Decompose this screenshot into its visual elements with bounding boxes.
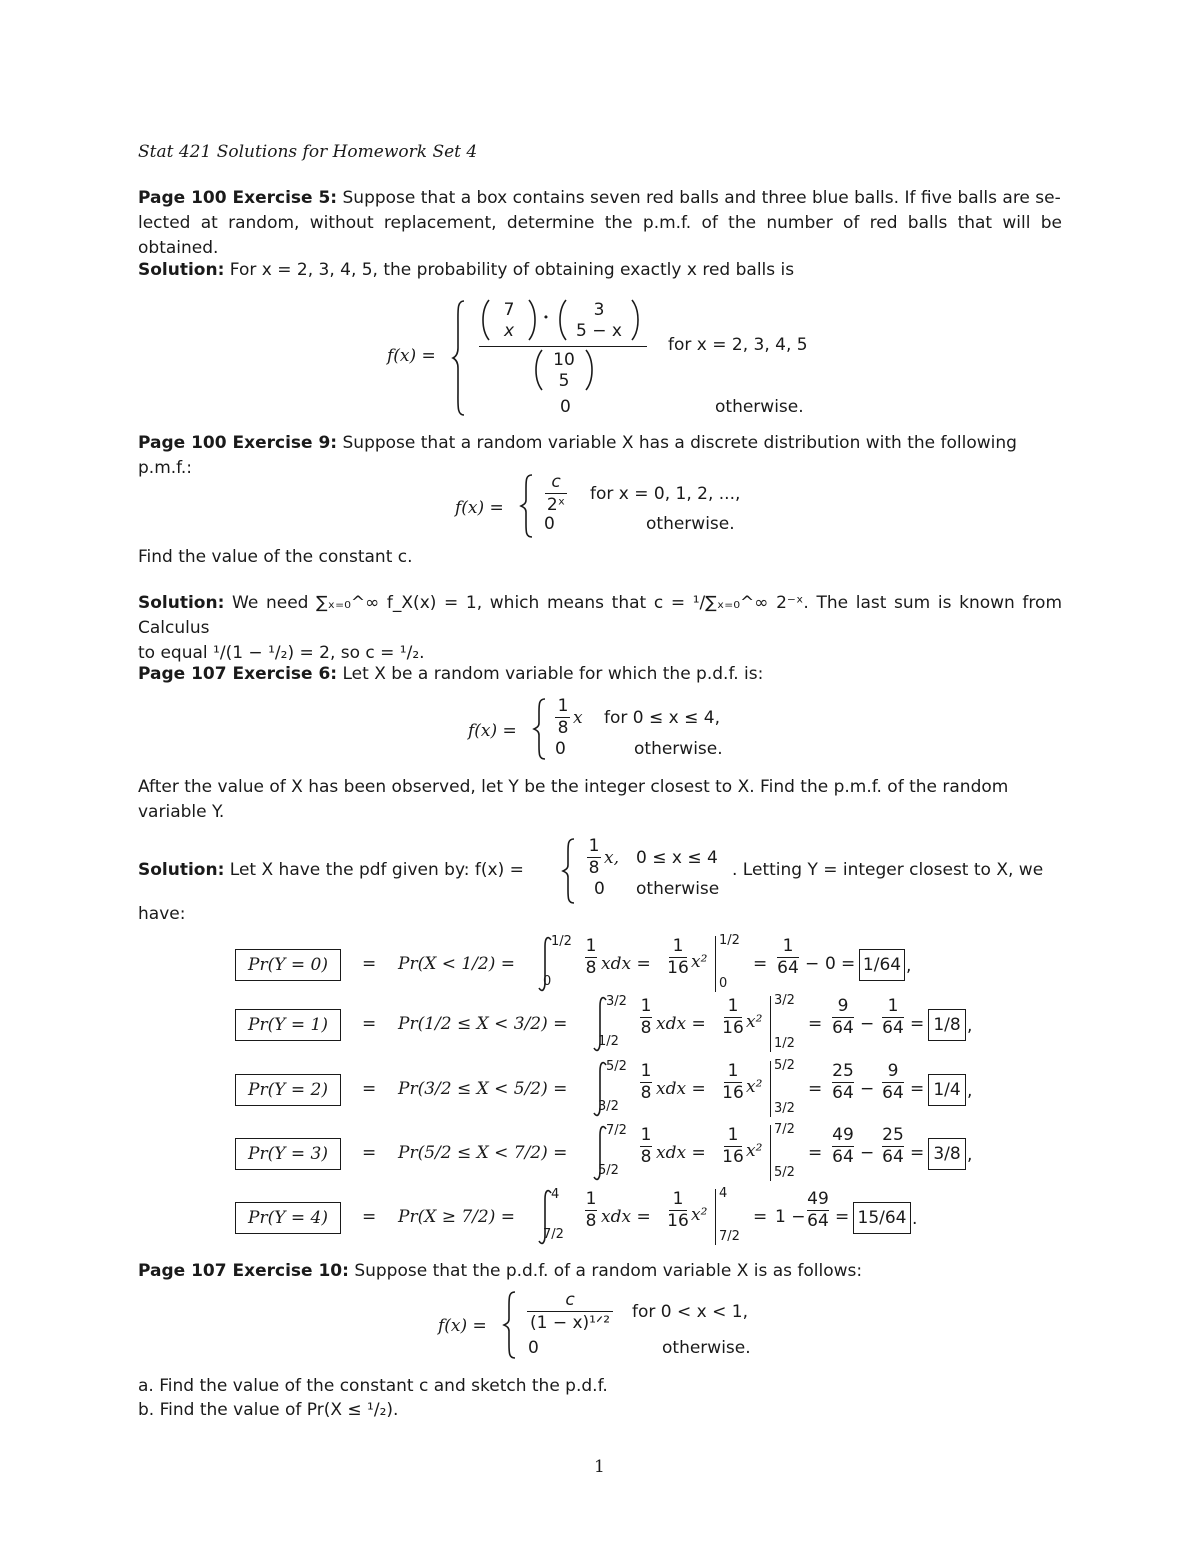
- ex10-label: Page 107 Exercise 10:: [138, 1261, 349, 1281]
- ex5-dot: ·: [543, 308, 549, 328]
- ex6-cond1: for 0 ≤ x ≤ 4,: [604, 708, 720, 728]
- result-term-2-num: 25: [882, 1125, 904, 1145]
- row-equals-2: =: [808, 1143, 823, 1163]
- result-box: 1/4: [928, 1074, 966, 1106]
- row-minus: −: [860, 1079, 875, 1099]
- page-title: Stat 421 Solutions for Homework Set 4: [138, 142, 478, 162]
- ex5-left-brace: [452, 300, 466, 416]
- ex10-fx: f(x) =: [438, 1316, 487, 1336]
- row-minus: −: [860, 1014, 875, 1034]
- result-box: 3/8: [928, 1138, 966, 1170]
- ex6-cond2: otherwise.: [634, 739, 723, 759]
- ex6-solution-have: have:: [138, 904, 186, 924]
- row-equals: =: [362, 1207, 377, 1227]
- row-equals: =: [362, 954, 377, 974]
- ex9-cond2: otherwise.: [646, 514, 735, 534]
- integrand-coef-den: 8: [585, 1211, 597, 1231]
- row-equals-2: =: [753, 1207, 768, 1227]
- ex10-fraction-line: [527, 1311, 613, 1312]
- ex5-cond1: for x = 2, 3, 4, 5: [668, 335, 808, 355]
- evaluation-upper: 7/2: [774, 1122, 795, 1137]
- row-equals-3: =: [910, 1143, 925, 1163]
- result-term-2-den: 64: [882, 1147, 904, 1167]
- ex9-solution-label: Solution:: [138, 593, 225, 613]
- ex6-after: [138, 775, 1062, 825]
- ex10-den: (1 − x)¹ᐟ²: [529, 1313, 611, 1333]
- row-equals: =: [362, 1014, 377, 1034]
- result-term-1-num: 49: [807, 1189, 829, 1209]
- ex9-cond1: for x = 0, 1, 2, ...,: [590, 484, 741, 504]
- evaluation-bar: [715, 936, 716, 992]
- integrand: xdx =: [601, 954, 651, 974]
- result-term-1-num: 1: [782, 936, 794, 956]
- antiderivative: x²: [691, 952, 708, 972]
- row-probability: Pr(X ≥ 7/2) =: [398, 1207, 515, 1227]
- evaluation-lower: 3/2: [774, 1101, 795, 1116]
- row-equals: =: [362, 1079, 377, 1099]
- evaluation-bar: [715, 1189, 716, 1245]
- ex10-cond2: otherwise.: [662, 1338, 751, 1358]
- ex6-solution-var: x,: [604, 848, 619, 868]
- ex10-left-brace: [503, 1291, 517, 1359]
- antiderivative-coef-den: 16: [722, 1147, 744, 1167]
- ex6-after-line1: After the value of X has been observed, let Y be the integer closest to X. Find the p.m.f. of the random: [138, 777, 1009, 797]
- evaluation-bar: [770, 1125, 771, 1181]
- ex6-num: 1: [557, 696, 569, 716]
- evaluation-upper: 4: [719, 1186, 728, 1201]
- ex6-label: Page 107 Exercise 6:: [138, 664, 338, 684]
- row-lhs-box: Pr(Y = 3): [235, 1138, 341, 1170]
- integral-lower: 1/2: [598, 1034, 619, 1049]
- result-term-1-num: 25: [832, 1061, 854, 1081]
- ex5-binom3-bot: 5: [558, 371, 570, 391]
- integral-upper: 1/2: [551, 934, 572, 949]
- integrand-coef-num: 1: [585, 1189, 597, 1209]
- ex5-binom1-top: 7: [503, 300, 515, 320]
- row-probability: Pr(X < 1/2) =: [398, 954, 515, 974]
- ex9-zero: 0: [544, 514, 555, 534]
- antiderivative-coef-num: 1: [727, 996, 739, 1016]
- antiderivative-coef-num: 1: [727, 1061, 739, 1081]
- evaluation-lower: 1/2: [774, 1036, 795, 1051]
- ex5-fraction-line: [479, 346, 647, 347]
- row-lhs-box: Pr(Y = 4): [235, 1202, 341, 1234]
- result-term-1-num: 49: [832, 1125, 854, 1145]
- ex6-left-brace: [533, 698, 547, 760]
- row-equals-3: =: [910, 1079, 925, 1099]
- ex5-prompt-line2: lected at random, without replacement, determine the p.m.f. of the number of red balls that will be obtained.: [138, 213, 1062, 258]
- result-box: 1/8: [928, 1009, 966, 1041]
- ex5-cond2: otherwise.: [715, 397, 804, 417]
- result-term-1-den: 64: [777, 958, 799, 978]
- ex6-den: 8: [557, 718, 569, 738]
- ex10-cond1: for 0 < x < 1,: [632, 1302, 748, 1322]
- ex5-prompt-line1: Suppose that a box contains seven red balls and three blue balls. If five balls are se-: [342, 188, 1061, 208]
- ex5-fx: f(x) =: [387, 346, 436, 366]
- ex5-binom2-bot: 5 − x: [576, 321, 622, 341]
- row-tail: ,: [967, 1081, 973, 1101]
- result-term-2-den: 64: [882, 1018, 904, 1038]
- ex9-solution: [138, 591, 1062, 666]
- ex5-solution-label: Solution:: [138, 260, 225, 280]
- ex6-solution-brace: [562, 838, 576, 904]
- antiderivative: x²: [691, 1205, 708, 1225]
- integral-lower: 5/2: [598, 1163, 619, 1178]
- ex10-part-a: a. Find the value of the constant c and sketch the p.d.f.: [138, 1376, 608, 1396]
- evaluation-upper: 3/2: [774, 993, 795, 1008]
- integral-lower: 7/2: [543, 1227, 564, 1242]
- row-tail: .: [912, 1209, 918, 1229]
- antiderivative: x²: [746, 1077, 763, 1097]
- ex5-zero: 0: [560, 397, 571, 417]
- ex6-prompt: [138, 662, 1062, 687]
- integrand-coef-num: 1: [640, 1061, 652, 1081]
- row-probability: Pr(3/2 ≤ X < 5/2) =: [398, 1079, 568, 1099]
- ex9-fraction-line: [545, 493, 567, 494]
- ex5-binom3-top: 10: [553, 350, 575, 370]
- row-minus: −: [805, 954, 820, 974]
- row-equals-2: =: [808, 1079, 823, 1099]
- row-equals-2: =: [753, 954, 768, 974]
- result-term-2-den: 64: [882, 1083, 904, 1103]
- integrand: xdx =: [601, 1207, 651, 1227]
- ex9-prompt-line2: p.m.f.:: [138, 458, 193, 478]
- ex10-num: c: [565, 1290, 575, 1310]
- ex9-den: 2ˣ: [546, 495, 566, 515]
- ex9-find: Find the value of the constant c.: [138, 547, 413, 567]
- integrand-coef-den: 8: [640, 1083, 652, 1103]
- ex9-solution-line2: to equal ¹/(1 − ¹/₂) = 2, so c = ¹/₂.: [138, 643, 425, 663]
- antiderivative-coef-den: 16: [722, 1083, 744, 1103]
- ex6-after-line2: variable Y.: [138, 802, 225, 822]
- ex6-solution-cond1: 0 ≤ x ≤ 4: [636, 848, 718, 868]
- row-equals-2: =: [808, 1014, 823, 1034]
- result-term-1-num: 9: [837, 996, 849, 1016]
- ex10-zero: 0: [528, 1338, 539, 1358]
- integral-lower: 3/2: [598, 1099, 619, 1114]
- result-term-2-num: 1: [887, 996, 899, 1016]
- evaluation-upper: 5/2: [774, 1058, 795, 1073]
- row-lhs-box: Pr(Y = 1): [235, 1009, 341, 1041]
- antiderivative-coef-num: 1: [672, 1189, 684, 1209]
- integrand: xdx =: [656, 1143, 706, 1163]
- integrand-coef-num: 1: [585, 936, 597, 956]
- ex5-binom2-top: 3: [593, 300, 605, 320]
- row-tail: ,: [906, 956, 912, 976]
- row-one-minus: 1 −: [775, 1207, 806, 1227]
- integrand: xdx =: [656, 1014, 706, 1034]
- result-term-1-den: 64: [807, 1211, 829, 1231]
- ex6-solution-den: 8: [588, 858, 600, 878]
- antiderivative-coef-den: 16: [667, 958, 689, 978]
- evaluation-lower: 7/2: [719, 1229, 740, 1244]
- ex5-solution-text: For x = 2, 3, 4, 5, the probability of obtaining exactly x red balls is: [229, 260, 795, 280]
- integral-upper: 7/2: [606, 1123, 627, 1138]
- page-number: 1: [594, 1457, 605, 1477]
- row-equals-3: =: [835, 1207, 850, 1227]
- ex9-prompt-line1: Suppose that a random variable X has a discrete distribution with the following: [342, 433, 1017, 453]
- ex6-solution-post: . Letting Y = integer closest to X, we: [732, 860, 1044, 880]
- ex6-var: x: [573, 708, 583, 728]
- ex6-fx: f(x) =: [468, 721, 517, 741]
- integrand-coef-num: 1: [640, 1125, 652, 1145]
- antiderivative-coef-num: 1: [727, 1125, 739, 1145]
- ex5-label: Page 100 Exercise 5:: [138, 188, 338, 208]
- result-term-1-den: 64: [832, 1018, 854, 1038]
- ex6-solution-pre: Let X have the pdf given by: f(x) =: [229, 860, 524, 880]
- ex10-prompt-text: Suppose that the p.d.f. of a random variable X is as follows:: [354, 1261, 863, 1281]
- ex9-label: Page 100 Exercise 9:: [138, 433, 338, 453]
- integrand-coef-den: 8: [585, 958, 597, 978]
- integral-lower: 0: [543, 974, 552, 989]
- antiderivative-coef-den: 16: [722, 1018, 744, 1038]
- integral-upper: 5/2: [606, 1059, 627, 1074]
- evaluation-lower: 0: [719, 976, 728, 991]
- result-term-2: 0: [825, 954, 836, 974]
- ex6-zero: 0: [555, 739, 566, 759]
- integrand-coef-den: 8: [640, 1147, 652, 1167]
- integrand-coef-num: 1: [640, 996, 652, 1016]
- ex9-prompt: [138, 431, 1062, 481]
- row-tail: ,: [967, 1145, 973, 1165]
- ex9-solution-line1: We need ∑ₓ₌₀^∞ f_X(x) = 1, which means that c = ¹/∑ₓ₌₀^∞ 2⁻ˣ. The last sum is known from Calculus: [138, 593, 1062, 638]
- ex6-solution-zero: 0: [594, 879, 605, 899]
- ex9-left-brace: [520, 474, 534, 538]
- ex6-solution-label: Solution:: [138, 860, 225, 880]
- integrand-coef-den: 8: [640, 1018, 652, 1038]
- evaluation-bar: [770, 996, 771, 1052]
- row-equals-3: =: [910, 1014, 925, 1034]
- ex5-prompt: [138, 186, 1062, 261]
- row-equals: =: [362, 1143, 377, 1163]
- ex5-binom1-bot: x: [503, 321, 515, 341]
- ex10-part-b: b. Find the value of Pr(X ≤ ¹/₂).: [138, 1400, 399, 1420]
- ex5-solution: [138, 258, 1062, 283]
- result-box: 15/64: [853, 1202, 911, 1234]
- result-term-2-num: 9: [887, 1061, 899, 1081]
- ex9-fx: f(x) =: [455, 498, 504, 518]
- row-probability: Pr(1/2 ≤ X < 3/2) =: [398, 1014, 568, 1034]
- ex6-solution-num: 1: [588, 836, 600, 856]
- ex6-prompt-text: Let X be a random variable for which the p.d.f. is:: [342, 664, 764, 684]
- ex10-prompt: [138, 1259, 1062, 1284]
- ex6-solution-cond2: otherwise: [636, 879, 720, 899]
- antiderivative-coef-den: 16: [667, 1211, 689, 1231]
- integral-upper: 4: [551, 1187, 560, 1202]
- row-lhs-box: Pr(Y = 0): [235, 949, 341, 981]
- ex9-num: c: [551, 472, 561, 492]
- result-term-1-den: 64: [832, 1147, 854, 1167]
- ex6-solution: [138, 860, 524, 880]
- integrand: xdx =: [656, 1079, 706, 1099]
- antiderivative-coef-num: 1: [672, 936, 684, 956]
- row-lhs-box: Pr(Y = 2): [235, 1074, 341, 1106]
- evaluation-bar: [770, 1061, 771, 1117]
- integral-upper: 3/2: [606, 994, 627, 1009]
- result-term-1-den: 64: [832, 1083, 854, 1103]
- row-probability: Pr(5/2 ≤ X < 7/2) =: [398, 1143, 568, 1163]
- result-box: 1/64: [859, 949, 905, 981]
- antiderivative: x²: [746, 1012, 763, 1032]
- row-equals-3: =: [841, 954, 856, 974]
- evaluation-upper: 1/2: [719, 933, 740, 948]
- antiderivative: x²: [746, 1141, 763, 1161]
- evaluation-lower: 5/2: [774, 1165, 795, 1180]
- row-tail: ,: [967, 1016, 973, 1036]
- row-minus: −: [860, 1143, 875, 1163]
